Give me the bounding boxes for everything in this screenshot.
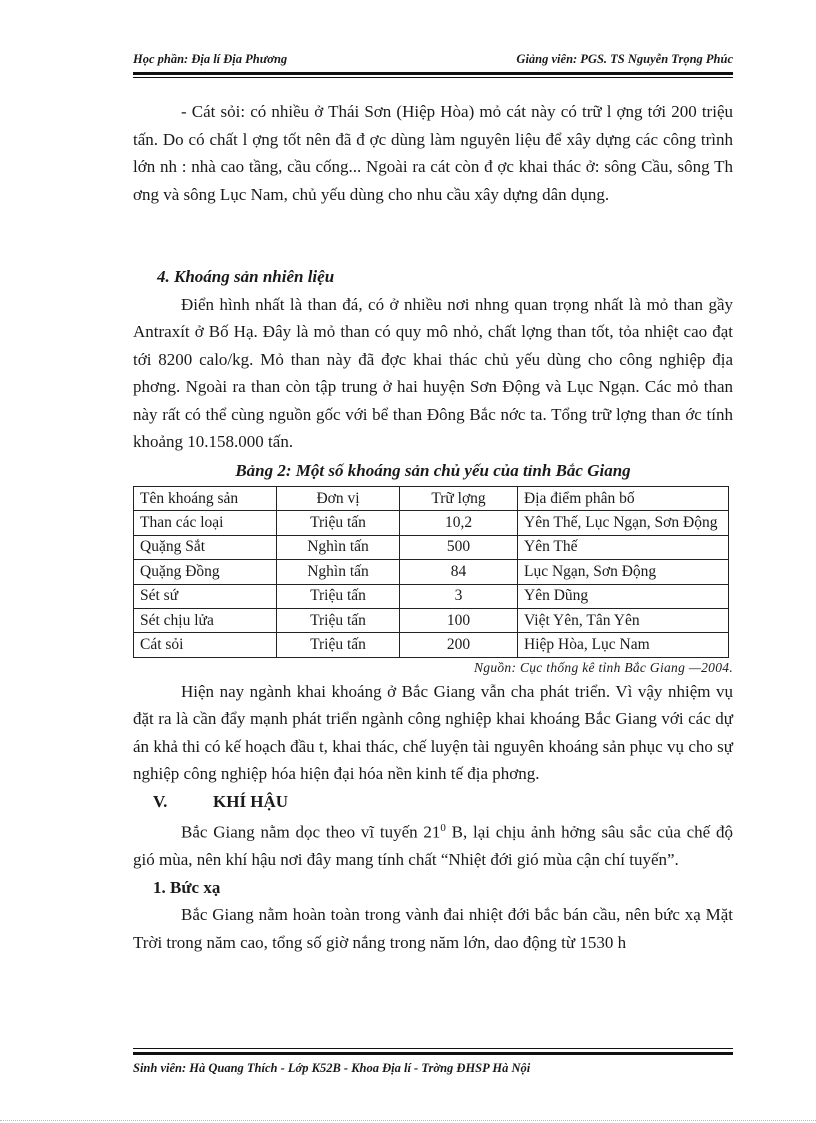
section-heading-climate — [153, 788, 733, 816]
header-rule-thin — [133, 77, 733, 78]
table-cell: Quặng Đồng — [134, 560, 277, 584]
table-cell: Yên Dũng — [518, 584, 729, 608]
minerals-table — [133, 486, 729, 658]
table-cell: 10,2 — [400, 511, 518, 535]
paragraph-radiation: Bắc Giang nằm hoàn toàn trong vành đai nhiệt đới bắc bán cầu, nên bức xạ Mặt Trời trong năm cao, tổng số giờ nắng trong năm lớn, dao động từ 1530 h — [133, 905, 733, 952]
table-cell: Việt Yên, Tân Yên — [518, 608, 729, 632]
table-header-cell: Tên khoáng sản — [134, 487, 277, 511]
table-cell: 84 — [400, 560, 518, 584]
table-cell: Than các loại — [134, 511, 277, 535]
table-cell: Yên Thế, Lục Ngạn, Sơn Động — [518, 511, 729, 535]
table-header-row — [134, 487, 729, 511]
header-rule-thick — [133, 72, 733, 75]
table-cell: Nghìn tấn — [277, 535, 400, 559]
table-header-cell: Địa điểm phân bố — [518, 487, 729, 511]
header-lecturer: Giảng viên: PGS. TS Nguyễn Trọng Phúc — [516, 52, 733, 66]
table-row — [134, 608, 729, 632]
table-cell: 500 — [400, 535, 518, 559]
section-heading-fuel-minerals: 4. Khoáng sản nhiên liệu — [157, 267, 335, 286]
table-row — [134, 633, 729, 657]
page-header — [133, 52, 733, 67]
page-footer: Sinh viên: Hà Quang Thích - Lớp K52B - Khoa Địa lí - Trờng ĐHSP Hà Nội — [133, 1061, 531, 1075]
page-content — [133, 98, 733, 956]
climate-text-start: Bắc Giang nằm dọc theo vĩ tuyến 21 — [181, 822, 441, 842]
table-cell: Yên Thế — [518, 535, 729, 559]
paragraph-climate — [133, 815, 733, 874]
climate-text-end: B, lại chịu ảnh hởng sâu sắc của chế độ gió mùa, nên khí hậu nơi đây mang tính chất “Nhiệt đới gió mùa cận chí tuyến”. — [133, 822, 733, 870]
table-row — [134, 535, 729, 559]
table-cell: 100 — [400, 608, 518, 632]
table-cell: Triệu tấn — [277, 511, 400, 535]
paragraph-coal: Điển hình nhất là than đá, có ở nhiều nơi nhng quan trọng nhất là mỏ than gầy Antraxít ở Bố Hạ. Đây là mỏ than có quy mô nhỏ, chất lợng than tốt, tỏa nhiệt cao đạt tới 8200 calo/kg. Mỏ than này đã đợc khai thác chủ yếu dùng cho công nghiệp địa phơng. Ngoài ra than còn tập trung ở hai huyện Sơn Động và Lục Ngạn. Các mỏ than này rất có thể cùng nguồn gốc với bể than Đông Bắc nớc ta. Tổng trữ lợng than ớc tính khoảng 10.158.000 tấn. — [133, 294, 733, 451]
paragraph-mining-outlook: Hiện nay ngành khai khoáng ở Bắc Giang vẫn cha phát triển. Vì vậy nhiệm vụ đặt ra là cần đẩy mạnh phát triển ngành công nghiệp khai khoáng Bắc Giang với các dự án khả thi có kế hoạch đầu t, khai thác, chế luyện tài nguyên khoáng sản phục vụ cho sự nghiệp công nghiệp hóa hiện đại hóa nền kinh tế địa phơng. — [133, 681, 733, 784]
table-cell: Hiệp Hòa, Lục Nam — [518, 633, 729, 657]
table-header-cell: Trữ lợng — [400, 487, 518, 511]
section-title: KHÍ HẬU — [213, 791, 289, 811]
table-cell: Triệu tấn — [277, 584, 400, 608]
paragraph-sand-gravel: - Cát sỏi: có nhiều ở Thái Sơn (Hiệp Hòa) mỏ cát này có trữ l ợng tới 200 triệu tấn. Do có chất l ợng tốt nên đã đ ợc dùng làm nguyên liệu để xây dựng các công trình lớn nh : nhà cao tầng, cầu cống... Ngoài ra cát còn đ ợc khai thác ở: sông Cầu, sông Th ơng và sông Lục Nam, chủ yếu dùng cho nhu cầu xây dựng dân dụng. — [133, 102, 733, 204]
table-cell: Triệu tấn — [277, 633, 400, 657]
table-row — [134, 584, 729, 608]
table-cell: Quặng Sắt — [134, 535, 277, 559]
table-source: Nguồn: Cục thống kê tỉnh Bắc Giang —2004. — [473, 659, 733, 675]
table-row — [134, 560, 729, 584]
table-cell: 3 — [400, 584, 518, 608]
table-cell: 200 — [400, 633, 518, 657]
header-course: Học phần: Địa lí Địa Phương — [133, 52, 288, 66]
footer-rule-thin — [133, 1048, 733, 1049]
table-cell: Cát sỏi — [134, 633, 277, 657]
table-cell: Sét sứ — [134, 584, 277, 608]
section-number: V. — [153, 791, 168, 811]
table-cell: Nghìn tấn — [277, 560, 400, 584]
table-header-cell: Đơn vị — [277, 487, 400, 511]
subsection-heading-radiation: 1. Bức xạ — [153, 877, 221, 897]
page-edge-dotted-line — [0, 1120, 816, 1121]
footer-rule-thick — [133, 1052, 733, 1055]
table-cell: Sét chịu lửa — [134, 608, 277, 632]
table-cell: Triệu tấn — [277, 608, 400, 632]
table-title: Bảng 2: Một số khoáng sản chủ yếu của tỉnh Bắc Giang — [235, 460, 631, 480]
spacer — [133, 208, 733, 263]
table-row — [134, 511, 729, 535]
table-cell: Lục Ngạn, Sơn Động — [518, 560, 729, 584]
degree-superscript: 0 — [440, 822, 446, 835]
